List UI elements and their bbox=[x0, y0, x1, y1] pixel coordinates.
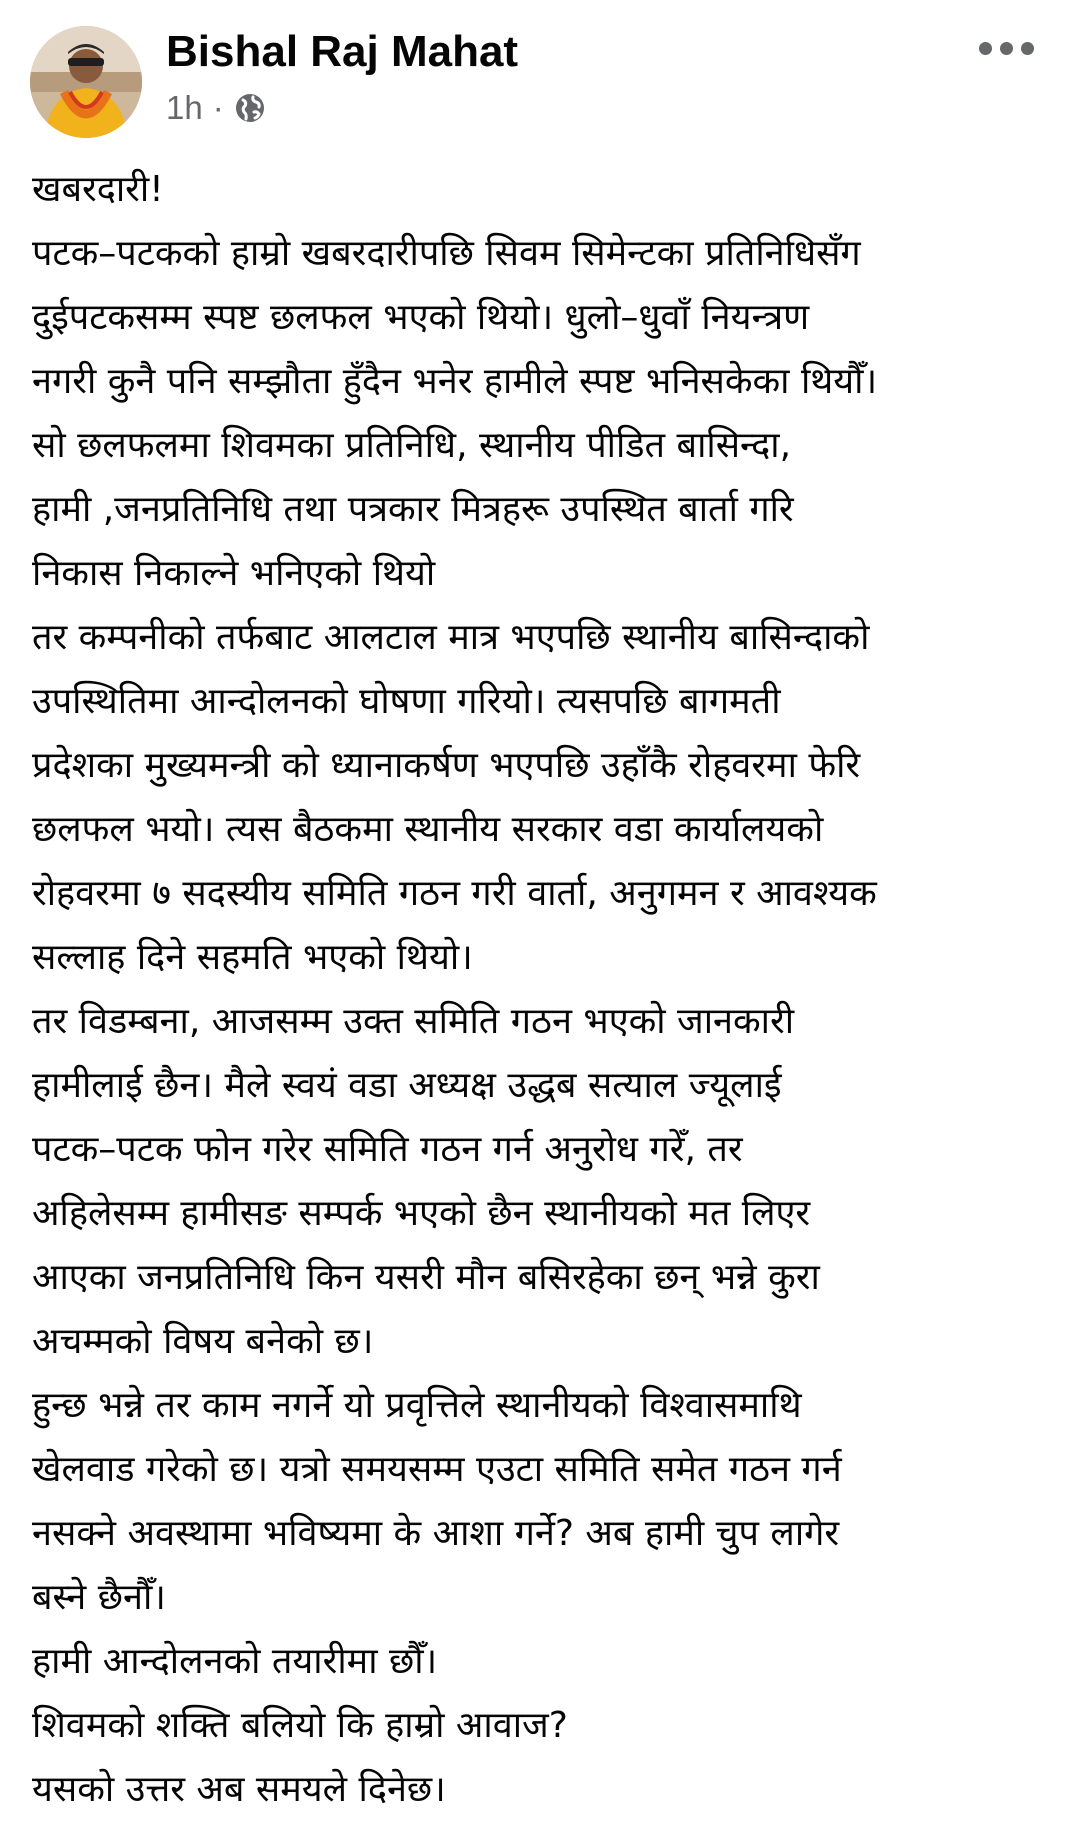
avatar[interactable] bbox=[30, 26, 142, 138]
more-options-button[interactable] bbox=[956, 26, 1056, 70]
post-line: हामी ,जनप्रतिनिधि तथा पत्रकार मित्रहरू उपस्थित बार्ता गरि bbox=[32, 489, 794, 530]
post-line: हामीलाई छैन। मैले स्वयं वडा अध्यक्ष उद्धब सत्याल ज्यूलाई bbox=[32, 1065, 782, 1106]
more-horizontal-icon bbox=[1000, 42, 1013, 55]
author-name[interactable]: Bishal Raj Mahat bbox=[166, 27, 519, 76]
post-line: उपस्थितिमा आन्दोलनको घोषणा गरियो। त्यसपछि बागमती bbox=[32, 681, 781, 722]
post-line: पटक–पटकको हाम्रो खबरदारीपछि सिवम सिमेन्टका प्रतिनिधिसँग bbox=[32, 233, 861, 274]
post-line: नसक्ने अवस्थामा भविष्यमा के आशा गर्ने? अब हामी चुप लागेर bbox=[32, 1513, 840, 1554]
post-text bbox=[32, 158, 1062, 1822]
meta-separator: · bbox=[212, 89, 224, 126]
post-line: हामी आन्दोलनको तयारीमा छौँ। bbox=[32, 1641, 438, 1682]
more-horizontal-icon bbox=[979, 42, 992, 55]
post-line: पटक–पटक फोन गरेर समिति गठन गर्न अनुरोध गरेँ, तर bbox=[32, 1129, 743, 1170]
post-line: अचम्मको विषय बनेको छ। bbox=[32, 1321, 374, 1362]
post-line: हुन्छ भन्ने तर काम नगर्ने यो प्रवृत्तिले स्थानीयको विश्वासमाथि bbox=[32, 1385, 802, 1426]
post-line: छलफल भयो। त्यस बैठकमा स्थानीय सरकार वडा कार्यालयको bbox=[32, 809, 824, 850]
post-header bbox=[0, 0, 1080, 150]
post-line: शिवमको शक्ति बलियो कि हाम्रो आवाज? bbox=[32, 1705, 568, 1746]
post-line: खेलवाड गरेको छ। यत्रो समयसम्म एउटा समिति समेत गठन गर्न bbox=[32, 1449, 842, 1490]
globe-icon[interactable] bbox=[234, 92, 266, 124]
post-line: तर विडम्बना, आजसम्म उक्त समिति गठन भएको जानकारी bbox=[32, 1001, 795, 1042]
post-line: खबरदारी! bbox=[32, 169, 164, 210]
post-line: प्रदेशका मुख्यमन्त्री को ध्यानाकर्षण भएपछि उहाँकै रोहवरमा फेरि bbox=[32, 745, 861, 786]
post-line: सल्लाह दिने सहमति भएको थियो। bbox=[32, 937, 473, 978]
post-line: निकास निकाल्ने भनिएको थियो bbox=[32, 553, 436, 594]
post-line: अहिलेसम्म हामीसङ सम्पर्क भएको छैन स्थानीयको मत लिएर bbox=[32, 1193, 811, 1234]
post-line: तर कम्पनीको तर्फबाट आलटाल मात्र भएपछि स्थानीय बासिन्दाको bbox=[32, 617, 870, 658]
post-line: दुईपटकसम्म स्पष्ट छलफल भएको थियो। धुलो–धुवाँ नियन्त्रण bbox=[32, 297, 810, 338]
post-line: यसको उत्तर अब समयले दिनेछ। bbox=[32, 1769, 446, 1810]
post-line: रोहवरमा ७ सदस्यीय समिति गठन गरी वार्ता, अनुगमन र आवश्यक bbox=[32, 873, 877, 914]
post-line: नगरी कुनै पनि सम्झौता हुँदैन भनेर हामीले स्पष्ट भनिसकेका थियौँ। bbox=[32, 361, 878, 402]
avatar-photo bbox=[30, 26, 142, 138]
post-line: बस्ने छैनौँ। bbox=[32, 1577, 166, 1618]
more-horizontal-icon bbox=[1021, 42, 1034, 55]
post-line: आएका जनप्रतिनिधि किन यसरी मौन बसिरहेका छन् भन्ने कुरा bbox=[32, 1257, 820, 1298]
post-timestamp[interactable]: 1h bbox=[166, 89, 203, 126]
post-line: सो छलफलमा शिवमका प्रतिनिधि, स्थानीय पीडित बासिन्दा, bbox=[32, 425, 792, 466]
post-meta bbox=[166, 86, 266, 130]
